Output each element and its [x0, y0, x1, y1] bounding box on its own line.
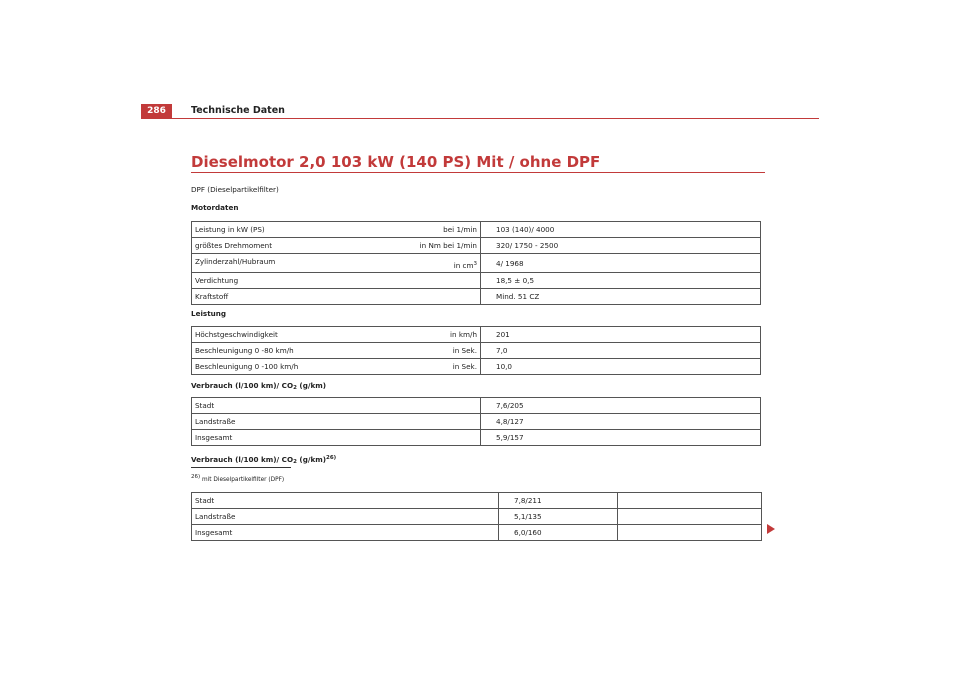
- verbrauch-dpf-table: [191, 492, 762, 541]
- row-label: Stadt: [192, 493, 499, 509]
- row-value: 6,0/160: [499, 525, 618, 541]
- row-value: 320/ 1750 - 2500: [481, 238, 761, 254]
- table-row: [192, 525, 762, 541]
- title-rule: [191, 172, 765, 173]
- table-row: [192, 327, 761, 343]
- leistung-heading: Leistung: [191, 309, 227, 318]
- row-unit: in Nm bei 1/min: [419, 241, 477, 250]
- row-value: 5,1/135: [499, 509, 618, 525]
- table-row: [192, 509, 762, 525]
- verbrauch-heading: Verbrauch (l/100 km)/ CO2 (g/km): [191, 381, 327, 391]
- row-label: Kraftstoff: [195, 292, 229, 301]
- row-label: Zylinderzahl/Hubraum: [195, 256, 276, 266]
- row-value: 201: [481, 327, 761, 343]
- verbrauch-dpf-heading: Verbrauch (l/100 km)/ CO2 $(g/km)^{26)}$: [191, 455, 337, 465]
- row-label: Landstraße: [192, 414, 481, 430]
- row-empty-cell: [618, 525, 762, 541]
- table-row: [192, 343, 761, 359]
- motordaten-table: [191, 221, 761, 305]
- row-label: Stadt: [192, 398, 481, 414]
- table-row: [192, 359, 761, 375]
- row-value: 103 (140)/ 4000: [481, 222, 761, 238]
- table-row: [192, 222, 761, 238]
- section-title: Technische Daten: [191, 105, 285, 116]
- unit-superscript: 3: [473, 260, 477, 267]
- table-row: [192, 289, 761, 305]
- row-label: Verdichtung: [195, 276, 239, 285]
- row-unit: bei 1/min: [443, 225, 477, 234]
- next-page-arrow-icon[interactable]: [767, 524, 775, 534]
- row-label: Landstraße: [192, 509, 499, 525]
- row-label: Leistung in kW (PS): [195, 225, 265, 234]
- row-label: Beschleunigung 0 -100 km/h: [195, 362, 299, 371]
- row-value: 18,5 ± 0,5: [481, 273, 761, 289]
- table-row: [192, 414, 761, 430]
- row-value: 7,6/205: [481, 398, 761, 414]
- footnote-reference: 26): [326, 455, 337, 461]
- row-value: 7,8/211: [499, 493, 618, 509]
- motordaten-heading: Motordaten: [191, 203, 239, 212]
- page-number: 286: [141, 104, 172, 119]
- table-row: [192, 273, 761, 289]
- row-value: 4/ 1968: [481, 254, 761, 273]
- row-unit: in Sek.: [452, 362, 477, 371]
- row-unit: in Sek.: [452, 346, 477, 355]
- footnote-rule: [191, 467, 291, 468]
- table-row: [192, 254, 761, 273]
- row-label: größtes Drehmoment: [195, 241, 273, 250]
- row-value: 10,0: [481, 359, 761, 375]
- footnote: 26) mit Dieselpartikelfilter (DPF): [191, 474, 285, 483]
- verbrauch-table: [191, 397, 761, 446]
- row-value: 4,8/127: [481, 414, 761, 430]
- row-value: Mind. 51 CZ: [481, 289, 761, 305]
- row-empty-cell: [618, 493, 762, 509]
- subtitle: DPF (Dieselpartikelfilter): [191, 185, 279, 194]
- table-row: [192, 430, 761, 446]
- table-row: [192, 398, 761, 414]
- row-label: Beschleunigung 0 -80 km/h: [195, 346, 294, 355]
- row-empty-cell: [618, 509, 762, 525]
- row-label: Höchstgeschwindigkeit: [195, 330, 278, 339]
- table-row: [192, 493, 762, 509]
- row-label: Insgesamt: [192, 525, 499, 541]
- row-value: 7,0: [481, 343, 761, 359]
- leistung-table: [191, 326, 761, 375]
- row-value: 5,9/157: [481, 430, 761, 446]
- table-row: [192, 238, 761, 254]
- page-title: Dieselmotor 2,0 103 kW (140 PS) Mit / ohne DPF: [191, 153, 601, 171]
- row-unit: in km/h: [450, 330, 477, 339]
- row-unit: in $cm^3$: [453, 260, 477, 270]
- row-label: Insgesamt: [192, 430, 481, 446]
